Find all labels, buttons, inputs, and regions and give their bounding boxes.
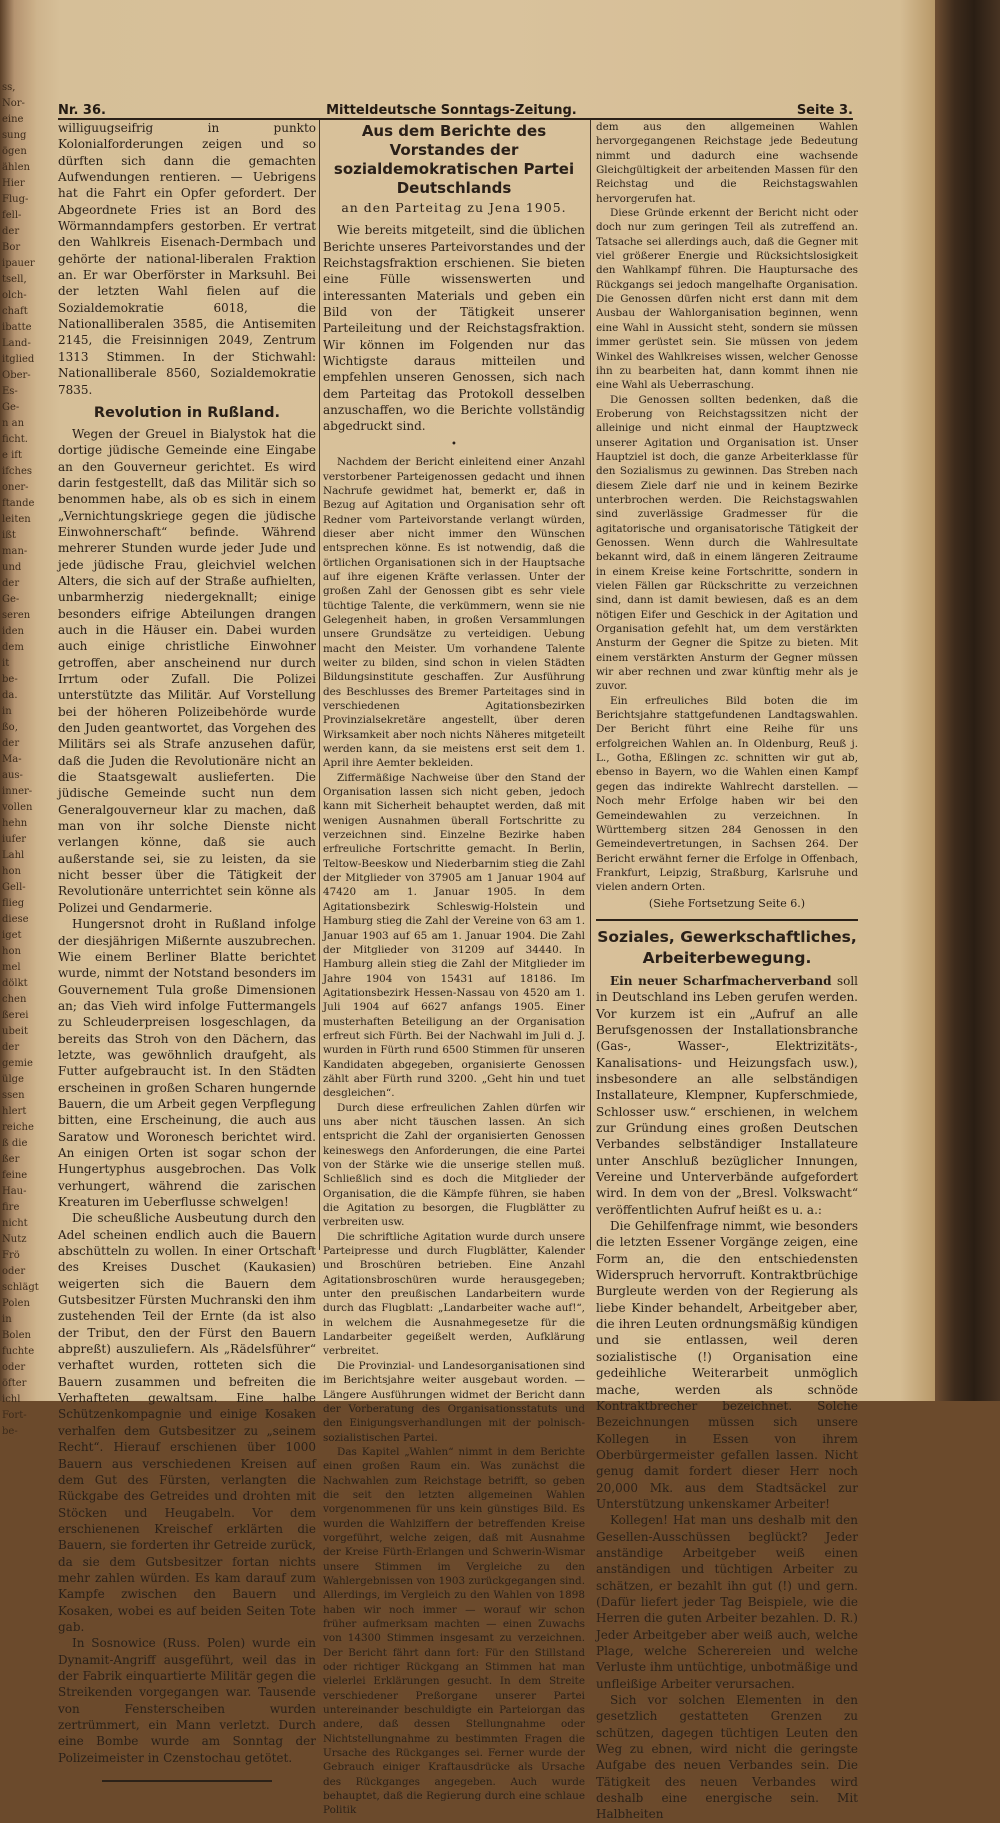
article-text: Die scheußliche Ausbeutung durch den Adel scheinen endlich auch die Bauern abschütteln zu wollen. In einer Ortschaft des Kreises Duschet (Kaukasien) weigerten sich die Bauern dem Gutsbesitzer Fürsten Muchranski den ihm zustehenden Teil der Ernte (da ist also der Tribut, den der Fürst den Bauern abpreßt) auszuliefern. Als „Rädelsführer“ verhaftet wurden, rotteten sich die Bauern zusammen und befreiten die Verhafteten gewaltsam. Eine halbe Schützenkompagnie und einige Kosaken verhalfen dem Gutsbesitzer zu „seinem Recht“. Hierauf erschienen über 1000 Bauern aus verschiedenen Kreisen auf dem Gut des Fürsten, verlangten die Rückgabe des Getreides und drohten mit Stöcken und Heugabeln. Vor dem erschienenen Kreischef erklärten die Bauern, sie forderten ihr Getreide zurück, da sie dem Gutsbesitzer fortan nichts mehr zahlen würden. Es kam darauf zum Kampfe zwischen den Bauern und Kosaken, wobei es auf beiden Seiten Tote gab. [58, 1211, 316, 1634]
spine-fragment: Hier [2, 178, 25, 189]
spine-fragment: Land- [2, 338, 31, 349]
spine-fragment: mel [2, 962, 21, 973]
spine-fragment: und [2, 562, 22, 573]
spine-fragment: ählen [2, 162, 30, 173]
spine-fragment: ßer [2, 1154, 20, 1165]
spine-fragment: flieg [2, 898, 25, 909]
article-end-rule [102, 1780, 272, 1782]
spine-fragment: Ma- [2, 754, 22, 765]
article-text: Nachdem der Bericht einleitend einer Anzahl verstorbener Parteigenossen gedacht und ihnen Nachrufe gewidmet hat, bemerkt er, daß in Bezug auf Agitation und Organisation sehr oft Redner vom Parteivorstande verlangt würden, dieser aber nicht immer den Wünschen entsprechen könne. Es ist notwendig, daß die örtlichen Organisationen sich in der Hauptsache auf ihre eigenen Kräfte verlassen. Unter der großen Zahl der Genossen gibt es sehr viele tüchtige Talente, die verkümmern, wenn sie nie Gelegenheit haben, in großen Versammlungen unsere Grundsätze zu verteidigen. Uebung macht den Meister. Um vorhandene Talente weiter zu bilden, sind schon in vielen Städten Bildungsinstitute geschaffen. Zur Ausführung des Beschlusses des Bremer Parteitages sind in verschiedenen Agitationsbezirken Provinzialsekretäre angestellt, über deren Wirksamkeit aber noch nichts Näheres mitgeteilt werden kann, da sie meistens erst seit dem 1. April ihre Aemter bekleiden. [323, 456, 585, 770]
spine-fragment: ülge [2, 1074, 24, 1085]
spine-fragment: ubeit [2, 1026, 28, 1037]
spine-fragment: ftande [2, 498, 35, 509]
article-text [596, 973, 858, 1218]
article-subheading: an den Parteitag zu Jena 1905. [341, 200, 567, 215]
paper-title: Mitteldeutsche Sonntags-Zeitung. [326, 103, 577, 118]
article-heading: Revolution in Rußland. [93, 404, 281, 421]
adjacent-page-fragment [0, 0, 39, 1437]
spine-fragment: Hau- [2, 1186, 27, 1197]
spine-fragment: iufer [2, 834, 27, 845]
spine-fragment: oder [2, 1266, 26, 1277]
spine-fragment: Bolen [2, 1330, 31, 1341]
spine-fragment: dem [2, 642, 24, 653]
spine-fragment: chen [2, 994, 27, 1005]
spine-fragment: n an [2, 418, 25, 429]
article-text: Die schriftliche Agitation wurde durch unsere Parteipresse und durch Flugblätter, Kalender und Broschüren betrieben. Eine Anzahl Agitationsbroschüren wurde herausgegeben; unter den preußischen Landarbeitern wurde durch das Flugblatt: „Landarbeiter wache auf!“, in welchem die Ausnahmegesetze für die Landarbeiter gegeißelt werden, Aufklärung verbreitet. [323, 1230, 585, 1358]
spine-fragment: eine [2, 114, 24, 125]
spine-fragment: hehn [2, 818, 28, 829]
article-text-cont: soll in Deutschland ins Leben gerufen werden. Vor kurzem ist ein „Aufruf an alle Berufsgenossen der Installationsbranche (Gas-, Wasser-, Elektrizitäts-, Kanalisations- und Heizungsfach usw.), insbesondere an alle selbständigen Installateure, Klempner, Kupferschmiede, Schlosser usw.“ erschienen, in welchem zur Gründung eines großen Deutschen Verbandes selbständiger Installateure unter Anschluß bezüglicher Innungen, Vereine und Unterverbände aufgefordert wird. In dem von der „Bresl. Volkswacht“ veröffentlichten Aufruf heißt es u. a.: [596, 973, 858, 1217]
article-text: Hungersnot droht in Rußland infolge der diesjährigen Mißernte auszubrechen. Wie einem Berliner Blatte berichtet wurde, nimmt der Notstand besonders im Gouvernement Tula große Dimensionen an; das Vieh wird infolge Futtermangels zu Schleuderpreisen losgeschlagen, da bereits das Stroh von den Dächern, das letzte, was gewöhnlich draufgeht, als Futter aufgebraucht ist. In den Städten erscheinen in großen Scharen hungernde Bauern, die um Arbeit gegen Verpflegung bitten, eine Erscheinung, die auch aus Saratow und Woronesch berichtet wird. An einigen Orten ist sogar schon der Hungertyphus ausgebrochen. Das Volk verhungert, während die zarischen Kreaturen im Ueberflusse schwelgen! [58, 917, 316, 1209]
spine-fragment: der [2, 578, 20, 589]
spine-fragment: hlert [2, 1106, 27, 1117]
article-text: In Sosnowice (Russ. Polen) wurde ein Dynamit-Angriff ausgeführt, weil das in der Fabrik einquartierte Militär gegen die Streikenden vorgegangen war. Tausende von Fensterscheiben wurden zertrümmert, ein Mann verletzt. Durch eine Bombe wurde am Sonntag der Polizeimeister in Czenstochau getötet. [58, 1636, 316, 1765]
column-right [596, 120, 858, 1822]
spine-fragment: ifches [2, 466, 32, 477]
spine-fragment: in [2, 706, 12, 717]
spine-fragment: fell- [2, 210, 22, 221]
spine-fragment: leiten [2, 514, 31, 525]
spine-fragment: ißt [2, 530, 16, 541]
lead-bold-text: Ein neuer Scharfmacherverband [610, 973, 832, 988]
spine-fragment: feine [2, 1170, 28, 1181]
issue-number: Nr. 36. [58, 103, 106, 118]
page-number: Seite 3. [796, 103, 853, 118]
spine-fragment: öfter [2, 1378, 27, 1389]
spine-fragment: hon [2, 866, 21, 877]
spine-fragment: iden [2, 626, 24, 637]
spine-fragment: Es- [2, 386, 18, 397]
article-text: Das Kapitel „Wahlen“ nimmt in dem Berichte einen großen Raum ein. Was zunächst die Nachwahlen zum Reichstage betrifft, so geben die seit den letzten allgemeinen Wahlen vorgenommenen für uns kein günstiges Bild. Es wurden die Wahlziffern der betreffenden Kreise vorgeführt, welche zeigen, daß mit Ausnahme der Kreise Fürth-Erlangen und Schwerin-Wismar unsere Stimmen im Vergleiche zu den Wahlergebnissen von 1903 zurückgegangen sind. Allerdings, im Vergleich zu den Wahlen von 1898 haben wir noch immer — worauf wir schon früher aufmerksam machten — einen Zuwachs von 14300 Stimmen insgesamt zu verzeichnen. Der Bericht fährt dann fort: Für den Stillstand oder richtiger Rückgang an Stimmen hat man vielerlei Erklärungen gesucht. In dem Streite verschiedener Preßorgane unserer Partei untereinander beschuldigte ein Parteiorgan das andere, daß dessen Stellungnahme oder Nichtstellungnahme zu bestimmten Fragen die Ursache des Rückganges sei. Ferner wurde der Gebrauch einiger Kraftausdrücke als Ursache des Rückganges angegeben. Auch wurde behauptet, daß die Regierung durch eine schlaue Politik [323, 1445, 585, 1817]
article-text: Diese Gründe erkennt der Bericht nicht oder doch nur zum geringen Teil als zutreffend an. Tatsache sei allerdings auch, daß die Gegner mit viel größerer Energie und Rücksichtslosigkeit den Wahlkampf führen. Die Hauptursache des Rückgangs sei jedoch mangelhafte Organisation. Die Genossen dürfen nicht erst dann mit dem Ausbau der Wahlorganisation beginnen, wenn eine Wahl in Aussicht steht, sondern sie müssen immer gerüstet sein. Sie müssen von jedem Winkel des Wahlkreises wissen, welcher Genosse ihn zu bearbeiten hat, dann kommt ihnen nie eine Wahl als Ueberraschung. [596, 207, 858, 392]
spine-fragment: der [2, 226, 20, 237]
spine-fragment: der [2, 1042, 20, 1053]
article-text: Die Provinzial- und Landesorganisationen sind im Berichtsjahre weiter ausgebaut worden. — Längere Ausführungen widmet der Bericht dann der Vorberatung des Organisationsstatuts und den Einigungsverhandlungen mit der polnisch-sozialistischen Partei. [323, 1359, 585, 1444]
small-print-block [596, 120, 858, 911]
spine-fragment: fuchte [2, 1346, 35, 1357]
spine-fragment: be- [2, 674, 18, 685]
spine-fragment: Nutz [2, 1234, 27, 1245]
spine-fragment: be- [2, 1426, 18, 1437]
spine-fragment: ibatte [2, 322, 32, 333]
spine-fragment: nicht [2, 1218, 28, 1229]
spine-fragment: hon [2, 946, 21, 957]
spine-fragment: it [2, 658, 10, 669]
page-header [58, 96, 853, 120]
spine-fragment: e ift [2, 450, 23, 461]
spine-fragment: Nor- [2, 98, 25, 109]
spine-fragment: Fort- [2, 1410, 27, 1421]
article-text: dem aus den allgemeinen Wahlen hervorgegangenen Reichstage jede Bedeutung nimmt und dadurch eine wachsende Gleichgültigkeit der arbeitenden Massen für den Reichstag und die Reichstagswahlen hervorgerufen hat. [596, 121, 858, 205]
spine-fragment: der [2, 738, 20, 749]
spine-fragment: dölkt [2, 978, 28, 989]
spine-fragment: Bor [2, 242, 21, 253]
spine-fragment: seren [2, 610, 31, 621]
spine-fragment: reiche [2, 1122, 34, 1133]
spine-fragment: man- [2, 546, 28, 557]
spine-fragment: ichl [2, 1394, 21, 1405]
newspaper-sheet [36, 86, 936, 1822]
spine-fragment: ipauer [2, 258, 35, 269]
book-binding-edge [935, 0, 1000, 1401]
article-text: Durch diese erfreulichen Zahlen dürfen wir uns aber nicht täuschen lassen. An sich entspricht die Zahl der organisierten Genossen keineswegs den Anforderungen, die eine Partei von der Stärke wie die unserige stellen muß. Schließlich sind es doch die Mitglieder der Organisation, die die Kämpfe führen, sie haben die Agitation zu besorgen, die Flugblätter zu verbreiten usw. [323, 1101, 585, 1229]
article-text: Die Gehilfenfrage nimmt, wie besonders die letzten Essener Vorgänge zeigen, eine Form an, die den entschiedensten Widerspruch hervorruft. Kontraktbrüchige Burgleute werden von der Regierung als liebe Kinder behandelt, Arbeitgeber aber, die ihren Leuten ordnungsmäßig kündigen und sie entlassen, weil deren sozialistische (!) Organisation eine gedeihliche Weiterarbeit unmöglich mache, werden als schnöde Kontraktbrecher bezeichnet. Solche Bezeichnungen müssen sich unsere Kollegen in Essen von ihrem Oberbürgermeister gefallen lassen. Nicht genug damit fordert dieser Herr noch 20,000 Mk. aus dem Stadtsäckel zur Unterstützung unkenskamer Arbeiter! [596, 1219, 858, 1511]
spine-fragment: tsell, [2, 274, 27, 285]
article-text: Kollegen! Hat man uns deshalb mit den Gesellen-Ausschüssen beglückt? Jeder anständige Arbeitgeber weiß einen anständigen und tüchtigen Arbeiter zu schätzen, er bezahlt ihn gut (!) und gern. (Dafür liefert jeder Tag Beispiele, wie die Herren die guten Arbeiter bezahlen. D. R.) Jeder Arbeitgeber aber weiß auch, welche Plage, welche Scherereien und welche Verluste ihm untüchtige, unbotmäßige und unfleißige Arbeiter verursachen. [596, 1513, 858, 1691]
spine-fragment: oder [2, 1362, 26, 1373]
spine-fragment: diese [2, 914, 29, 925]
column-divider [590, 120, 591, 1250]
spine-fragment: Ge- [2, 594, 20, 605]
column-middle [323, 120, 585, 1817]
article-text: Wegen der Greuel in Bialystok hat die dortige jüdische Gemeinde eine Eingabe an den Gouverneur gerichtet. Es wird darin festgestellt, daß das Militär sich so benommen habe, als ob es sich in einem „Vernichtungskriege gegen die jüdische Einwohnerschaft“ befinde. Während mehrerer Stunden wurde jeder Jude und jede jüdische Frau, gleichviel welchen Alters, die sich auf der Straße aufhielten, unbarmherzig niedergeknallt; einige besonders eifrige Abteilungen drangen auch in die Häuser ein. Dabei wurden auch einige christliche Einwohner getroffen, aber anscheinend nur durch Irrtum oder Zufall. Die Polizei unterstützte das Militär. Auf Vorstellung bei der höheren Polizeibehörde wurde den Juden geantwortet, das Vorgehen des Militärs sei als Strafe anzusehen dafür, daß die Juden die Revolutionäre nicht an die Staatsgewalt auslieferten. Die jüdische Gemeinde sucht nun dem Generalgouverneur klar zu machen, daß man von ihr solche Dienste nicht verlangen könne, daß sie auch außerstande sei, sie zu leisten, da sie nicht besser über die Tätigkeit der Revolutionäre unterrichtet sein könne als Polizei und Gendarmerie. [58, 426, 316, 915]
small-print-block [323, 455, 585, 1818]
spine-fragment: iget [2, 930, 22, 941]
spine-fragment: in [2, 1314, 12, 1325]
spine-fragment: itglied [2, 354, 35, 365]
spine-fragment: gemie [2, 1058, 33, 1069]
spine-fragment: Ober- [2, 370, 31, 381]
spine-fragment: ßerei [2, 1010, 29, 1021]
article-text: Ziffermäßige Nachweise über den Stand der Organisation lassen sich nicht geben, jedoch kann mit Sicherheit behauptet werden, daß mit wenigen Ausnahmen überall Fortschritte zu verzeichnen sind. Einzelne Bezirke haben erfreuliche Fortschritte gemacht. In Berlin, Teltow-Beeskow und Niederbarnim stieg die Zahl der Mitglieder von 37905 am 1 Januar 1904 auf 47420 am 1. Januar 1905. In dem Agitationsbezirk Schleswig-Holstein und Hamburg stieg die Zahl der Vereine von 63 am 1. Januar 1903 auf 65 am 1. Januar 1904. Die Zahl der Mitglieder von 31209 auf 34440. In Hamburg allein stieg die Zahl der Mitglieder im Jahre 1904 von 15431 auf 18186. Im Agitationsbezirk Hessen-Nassau von 4520 am 1. Juli 1904 auf 6627 anfangs 1905. Einer musterhaften Beteiligung an der Organisation erfreut sich Fürth. Bei der Nachwahl im Juli d. J. wurden in Fürth rund 6500 Stimmen für unseren Kandidaten abgegeben, organisierte Genossen zählt aber Fürth rund 3200. „Geht hin und tuet desgleichen“. [323, 771, 585, 1100]
spine-fragment: inner- [2, 786, 33, 797]
spine-fragment: aus- [2, 770, 23, 781]
article-text: Ein erfreuliches Bild boten die im Berichtsjahre stattgefundenen Landtagswahlen. Der Bericht führt eine Reihe für uns erfolgreichen Wahlen an. In Oldenburg, Reuß j. L., Gotha, Eßlingen zc. schnitten wir gut ab, ebenso in Bayern, wo die Wahlen einen Kampf gegen das indirekte Wahlrecht darstellen. — Noch mehr Erfolge haben wir bei den Gemeindewahlen zu verzeichnen. In Württemberg sitzen 284 Genossen in den Gemeindevertretungen, in Sachsen 264. Der Bericht erwähnt ferner die Erfolge in Offenbach, Frankfurt, Leipzig, Straßburg, Karlsruhe und vielen andern Orten. [596, 694, 858, 894]
continuation-note: (Siehe Fortsetzung Seite 6.) [648, 896, 806, 910]
spine-fragment: schlägt [2, 1282, 39, 1293]
spine-fragment: Lahl [2, 850, 25, 861]
spine-fragment: fire [2, 1202, 20, 1213]
column-divider [319, 120, 320, 1250]
spine-fragment: ficht. [2, 434, 28, 445]
separator-bullet: • [451, 438, 457, 450]
spine-fragment: vollen [2, 802, 33, 813]
spine-fragment: ß die [2, 1138, 28, 1149]
spine-fragment: Frö [2, 1250, 20, 1261]
spine-fragment: Ge- [2, 402, 20, 413]
spine-fragment: Polen [2, 1298, 30, 1309]
spine-fragment: olch- [2, 290, 27, 301]
spine-fragment: ssen [2, 1090, 25, 1101]
spine-fragment: chaft [2, 306, 28, 317]
section-heading: Soziales, Gewerkschaftliches, Arbeiterbewegung. [597, 927, 857, 967]
spine-fragment: Gell- [2, 882, 26, 893]
column-left [58, 120, 316, 1765]
article-text: Sich vor solchen Elementen in den gesetzlich gestatteten Grenzen zu schützen, dagegen tüchtigen Leuten den Weg zu ebnen, wird nicht die geringste Aufgabe des neuen Verbandes sein. Die Tätigkeit des neuen Verbandes wird deshalb eine energische sein. Mit Halbheiten [596, 1693, 858, 1822]
spine-fragment: ögen [2, 146, 27, 157]
spine-fragment: ss, [2, 82, 16, 93]
section-rule [596, 919, 858, 921]
spine-fragment: Flug- [2, 194, 29, 205]
spine-fragment: ßo, [2, 722, 18, 733]
spine-fragment: da. [2, 690, 18, 701]
article-heading: Aus dem Berichte des Vorstandes der sozialdemokratischen Partei Deutschlands [333, 122, 575, 197]
article-text: Wie bereits mitgeteilt, sind die üblichen Berichte unseres Parteivorstandes und der Reichstagsfraktion erschienen. Sie bieten eine Fülle wissenswerten und interessanten Materials und geben ein Bild von der Tätigkeit unserer Parteileitung und der Reichstagsfraktion. Wir können im Folgenden nur das Wichtigste daraus mitteilen und empfehlen unseren Genossen, sich nach dem Parteitag das Protokoll desselben anzuschaffen, wo die Berichte vollständig abgedruckt sind. [323, 223, 585, 434]
article-text: williguugseifrig in punkto Kolonialforderungen zeigen und so dürften sich dann die gemachten Aufwendungen rentieren. — Uebrigens hat die Fahrt ein Opfer gefordert. Der Abgeordnete Fries ist an Bord des Wörmanndampfers gestorben. Er vertrat den Wahlkreis Eisenach-Dermbach und gehörte der national-liberalen Fraktion an. Er war Oberförster in Marksuhl. Bei der letzten Wahl fielen auf die Sozialdemokratie 6018, die Nationalliberalen 3585, die Antisemiten 2145, die Freisinnigen 2049, Zentrum 1313 Stimmen. In der Stichwahl: Nationalliberale 8560, Sozialdemokratie 7835. [58, 121, 316, 397]
article-text: Die Genossen sollten bedenken, daß die Eroberung von Reichstagssitzen nicht der alleinige und nicht einmal der Hauptzweck unserer Agitation und Organisation ist. Unser Hauptziel ist doch, die ganze Arbeiterklasse für den Sozialismus zu gewinnen. Das Streben nach diesem Ziele darf nie und in keinem Bezirke unterbrochen werden. Die Reichstagswahlen sind zuverlässige Gradmesser für die agitatorische und organisatorische Tätigkeit der Genossen. Wenn durch die Wahlresultate bekannt wird, daß in einem längeren Zeitraume in einem Kreise keine Fortschritte, sondern in vielen Fällen gar Rückschritte zu verzeichnen sind, dann ist damit bewiesen, daß es an dem nötigen Eifer und Geschick in der Agitation und Organisation gefehlt hat, um dem verstärkten Ansturm der Gegner die Spitze zu bieten. Mit einem verstärkten Ansturm der Gegner müssen wir aber rechnen und zwar künftig mehr als je zuvor. [596, 393, 858, 693]
spine-fragment: oner- [2, 482, 29, 493]
spine-fragment: sung [2, 130, 27, 141]
